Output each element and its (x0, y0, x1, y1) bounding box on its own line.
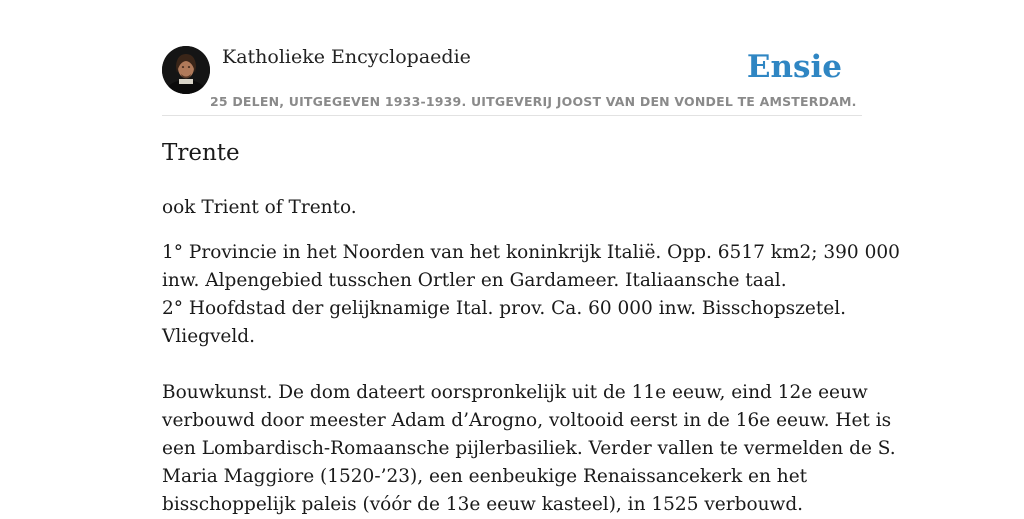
article-line: Bouwkunst. De dom dateert oorspronkelijk uit de 11e eeuw, eind 12e eeuw (162, 382, 868, 403)
portrait-avatar-icon[interactable] (162, 46, 210, 94)
page-container (162, 0, 900, 515)
portrait-avatar-icon-graphic (162, 46, 210, 94)
article-line: inw. Alpengebied tusschen Ortler en Gardameer. Italiaansche taal. (162, 270, 787, 291)
article-line: 2° Hoofdstad der gelijknamige Ital. prov. Ca. 60 000 inw. Bisschopszetel. (162, 298, 847, 319)
brand-logo[interactable]: Ensie (746, 49, 842, 85)
source-header (162, 0, 862, 116)
article-line: verbouwd door meester Adam d’Arogno, voltooid eerst in de 16e eeuw. Het is (162, 410, 892, 431)
article-line: bisschoppelijk paleis (vóór de 13e eeuw kasteel), in 1525 verbouwd. (162, 494, 804, 515)
article-line: 1° Provincie in het Noorden van het koninkrijk Italië. Opp. 6517 km2; 390 000 (162, 242, 900, 263)
article-line: een Lombardisch-Romaansche pijlerbasiliek. Verder vallen te vermelden de S. (162, 438, 896, 459)
article-line: Maria Maggiore (1520-’23), een eenbeukige Renaissancekerk en het (162, 466, 808, 487)
article-synonym: ook Trient of Trento. (162, 197, 357, 218)
source-title[interactable]: Katholieke Encyclopaedie (222, 46, 471, 68)
article-body (162, 239, 900, 519)
paragraph-gap (162, 351, 862, 379)
article-line: Vliegveld. (162, 326, 256, 347)
source-subtitle: 25 DELEN, UITGEGEVEN 1933-1939. UITGEVERIJ JOOST VAN DEN VONDEL TE AMSTERDAM. (210, 94, 857, 109)
page-title: Trente (162, 140, 240, 166)
